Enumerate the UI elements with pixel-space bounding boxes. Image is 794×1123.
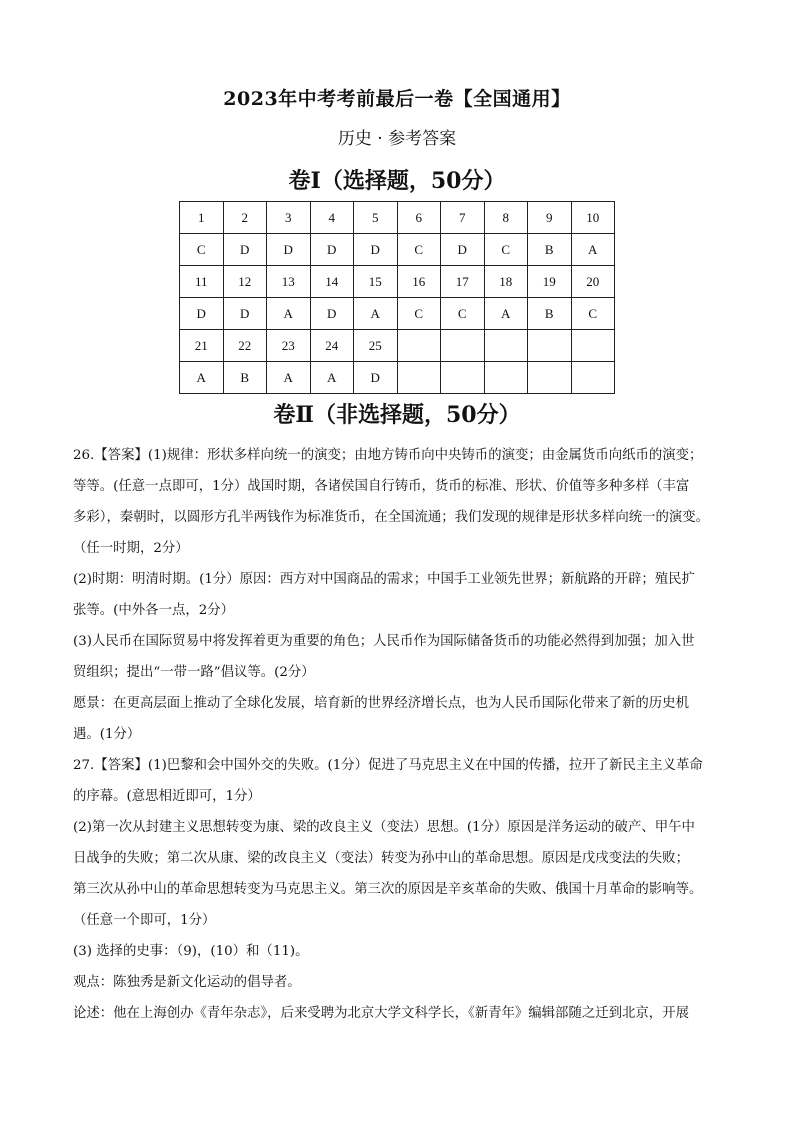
section-2-heading: 卷Ⅱ（非选择题，50分）: [273, 402, 521, 428]
text-line: （任意一个即可，1分）: [73, 913, 216, 928]
question-number-cell: 1: [180, 202, 224, 234]
question-number-row: [180, 202, 615, 234]
question-number-cell: 12: [223, 266, 267, 298]
question-number-cell: 5: [354, 202, 398, 234]
question-number-cell: 10: [571, 202, 615, 234]
answer-cell: A: [310, 362, 354, 394]
text-line: 观点：陈独秀是新文化运动的倡导者。: [73, 975, 301, 990]
question-number-cell: [528, 330, 572, 362]
answer-cell: D: [354, 362, 398, 394]
text-line: (3) 选择的史事：（9)，(10）和（11)。: [73, 944, 309, 959]
answer-cell: [397, 362, 441, 394]
answer-cell: A: [180, 362, 224, 394]
question-number-cell: 16: [397, 266, 441, 298]
question-number-row: [180, 266, 615, 298]
answer-cell: A: [267, 298, 311, 330]
answer-cell: D: [354, 234, 398, 266]
answer-cell: A: [267, 362, 311, 394]
question-number-cell: 22: [223, 330, 267, 362]
question-number-cell: 21: [180, 330, 224, 362]
answer-cell: C: [571, 298, 615, 330]
question-number-cell: 2: [223, 202, 267, 234]
question-number-cell: 9: [528, 202, 572, 234]
answer-cell: [441, 362, 485, 394]
question-number-cell: 8: [484, 202, 528, 234]
text-line: 日战争的失败；第二次从康、梁的改良主义（变法）转变为孙中山的革命思想。原因是戊戌变法的失败；: [73, 851, 689, 866]
question-number-row: [180, 330, 615, 362]
answer-cell: [571, 362, 615, 394]
text-line: 愿景：在更高层面上推动了全球化发展，培育新的世界经济增长点，也为人民币国际化带来了新的历史机: [73, 696, 689, 711]
answer-cell: D: [310, 234, 354, 266]
question-number-cell: [441, 330, 485, 362]
question-number-cell: 19: [528, 266, 572, 298]
question-number-cell: 23: [267, 330, 311, 362]
answer-row: [180, 234, 615, 266]
answer-cell: D: [267, 234, 311, 266]
question-number-cell: 25: [354, 330, 398, 362]
text-line: (2)时期：明清时期。(1分）原因：西方对中国商品的需求；中国手工业领先世界；新航路的开辟；殖民扩: [73, 572, 695, 587]
answer-cell: B: [223, 362, 267, 394]
section-1-heading: 卷Ⅰ（选择题，50分）: [288, 168, 506, 194]
text-line: (2)第一次从封建主义思想转变为康、梁的改良主义（变法）思想。(1分）原因是洋务运动的破产、甲午中: [73, 820, 695, 835]
page-title: 2023年中考考前最后一卷【全国通用】: [223, 88, 571, 110]
question-number-cell: 24: [310, 330, 354, 362]
text-line: 论述：他在上海创办《青年杂志》，后来受聘为北京大学文科学长，《新青年》编辑部随之迁到北京，开展: [73, 1006, 689, 1021]
answer-cell: [528, 362, 572, 394]
question-number-cell: [571, 330, 615, 362]
question-number-cell: 7: [441, 202, 485, 234]
text-line: （任一时期，2分）: [73, 541, 189, 556]
text-line: 27.【答案】(1)巴黎和会中国外交的失败。(1分）促进了马克思主义在中国的传播，拉开了新民主主义革命: [73, 758, 703, 773]
question-number-cell: [484, 330, 528, 362]
answer-explanations: [73, 440, 723, 1029]
answer-row: [180, 298, 615, 330]
answer-table: [179, 201, 615, 394]
answer-cell: A: [354, 298, 398, 330]
question-number-cell: 14: [310, 266, 354, 298]
answer-cell: D: [310, 298, 354, 330]
text-line: 第三次从孙中山的革命思想转变为马克思主义。第三次的原因是辛亥革命的失败、俄国十月革命的影响等。: [73, 882, 703, 897]
question-number-cell: 15: [354, 266, 398, 298]
answer-cell: [484, 362, 528, 394]
answer-cell: C: [441, 298, 485, 330]
question-number-cell: 18: [484, 266, 528, 298]
page-subtitle: 历史 · 参考答案: [337, 129, 457, 149]
text-line: 张等。(中外各一点，2分）: [73, 603, 235, 618]
answer-cell: B: [528, 298, 572, 330]
text-line: 遇。(1分）: [73, 727, 141, 742]
text-line: 26.【答案】(1)规律：形状多样向统一的演变；由地方铸币向中央铸币的演变；由金属货币向纸币的演变；: [73, 448, 703, 463]
text-line: 等等。(任意一点即可，1分）战国时期，各诸侯国自行铸币，货币的标准、形状、价值等多种多样（丰富: [73, 479, 690, 494]
answer-cell: D: [223, 298, 267, 330]
text-line: 多彩），秦朝时，以圆形方孔半两钱作为标准货币，在全国流通；我们发现的规律是形状多样向统一的演变。: [73, 510, 710, 525]
answer-cell: A: [484, 298, 528, 330]
text-line: 的序幕。(意思相近即可，1分）: [73, 789, 261, 804]
question-number-cell: 20: [571, 266, 615, 298]
answer-cell: C: [397, 234, 441, 266]
text-line: 贸组织；提出“一带一路”倡议等。(2分）: [73, 665, 315, 680]
answer-row: [180, 362, 615, 394]
question-number-cell: 11: [180, 266, 224, 298]
question-number-cell: 6: [397, 202, 441, 234]
text-line: (3)人民币在国际贸易中将发挥着更为重要的角色；人民币作为国际储备货币的功能必然得到加强；加入世: [73, 634, 695, 649]
question-number-cell: 17: [441, 266, 485, 298]
answer-cell: C: [397, 298, 441, 330]
answer-cell: A: [571, 234, 615, 266]
question-number-cell: 13: [267, 266, 311, 298]
answer-cell: B: [528, 234, 572, 266]
question-number-cell: 3: [267, 202, 311, 234]
question-number-cell: [397, 330, 441, 362]
answer-cell: D: [223, 234, 267, 266]
answer-cell: C: [180, 234, 224, 266]
answer-cell: C: [484, 234, 528, 266]
question-number-cell: 4: [310, 202, 354, 234]
answer-cell: D: [441, 234, 485, 266]
answer-cell: D: [180, 298, 224, 330]
